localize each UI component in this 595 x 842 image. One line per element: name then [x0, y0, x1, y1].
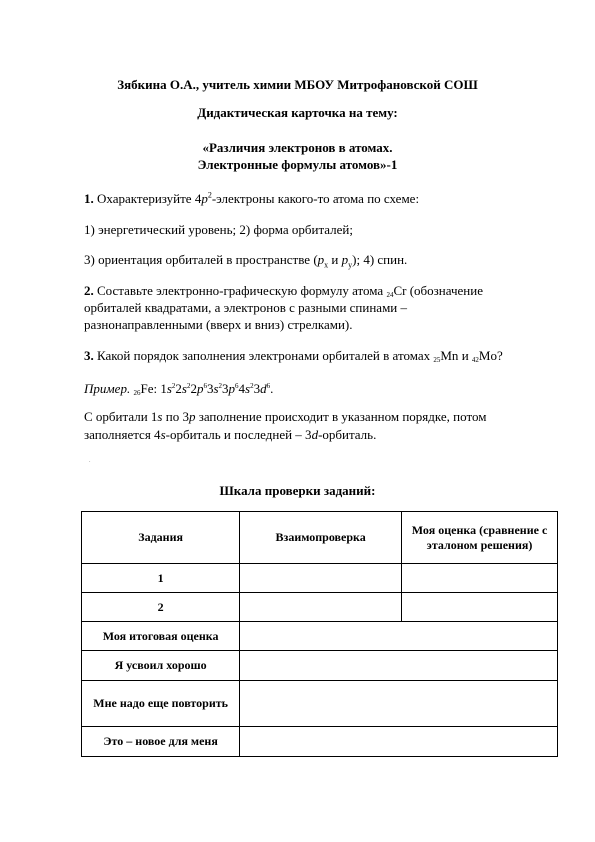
task-2-line-2-text: орбиталей квадратами, а электронов с разными спинами – — [84, 300, 408, 315]
py-letter: p — [341, 252, 349, 267]
formula-electrons: 2 — [171, 382, 176, 390]
author-text: Зябкина О.А., учитель химии МБОУ Митрофановской СОШ — [117, 77, 478, 92]
formula-subshell: p — [228, 381, 236, 396]
task-3 — [84, 347, 503, 369]
formula-electrons: 6 — [235, 382, 239, 390]
formula-electrons: 6 — [203, 382, 207, 390]
py-sub: y — [348, 260, 353, 270]
table-row — [82, 651, 558, 681]
formula-shell: 3 — [206, 381, 214, 396]
note-3d: d — [311, 427, 319, 442]
note-1-c: заполнение происходит в указанном порядке, потом — [195, 409, 487, 424]
formula-subshell: p — [196, 381, 204, 396]
formula-shell: 1 — [160, 381, 167, 396]
row-task-2: 2 — [82, 593, 240, 622]
row-task-1: 1 — [82, 564, 240, 593]
table-row — [82, 727, 558, 757]
formula-subshell: d — [260, 381, 267, 396]
table-row — [82, 681, 558, 727]
cell-learned-well[interactable] — [240, 651, 558, 681]
task-3-and: и — [458, 348, 472, 363]
task-3-text-a: Какой порядок заполнения электронами орбиталей в атомах — [93, 348, 434, 363]
table-row — [82, 622, 558, 651]
task-1-item-2-b: ); 4) спин. — [352, 252, 408, 267]
topic-title-line2 — [0, 156, 595, 173]
note-line-2 — [84, 426, 376, 443]
task-2-text-a: Составьте электронно-графическую формулу атома — [93, 283, 387, 298]
task-1 — [84, 190, 419, 207]
task-1-text-a: Охарактеризуйте 4 — [93, 191, 202, 206]
task-3-number: 3. — [84, 348, 94, 363]
example-line — [84, 378, 273, 402]
task-1-p: p — [201, 191, 208, 206]
mo-atomic-number: 42 — [471, 356, 479, 364]
formula-electrons: 6 — [266, 382, 271, 390]
task-1-sup: 2 — [207, 190, 212, 200]
subtitle-text: Дидактическая карточка на тему: — [197, 105, 398, 120]
mn-symbol: Mn — [440, 348, 459, 363]
row-need-repeat: Мне надо еще повторить — [82, 681, 240, 727]
formula-shell: 2 — [190, 381, 197, 396]
example-label: Пример. — [84, 381, 131, 396]
formula-subshell: s — [213, 381, 219, 396]
header-peer-review: Взаимопроверка — [240, 512, 402, 564]
formula-electrons: 2 — [218, 382, 223, 390]
formula-electrons: 2 — [250, 382, 254, 390]
note-4s: s — [160, 427, 166, 442]
cell-self-2[interactable] — [402, 593, 558, 622]
formula-shell: 4 — [238, 381, 246, 396]
scale-title-text: Шкала проверки заданий: — [219, 483, 376, 498]
cell-final-grade[interactable] — [240, 622, 558, 651]
formula-shell: 3 — [222, 381, 229, 396]
header-self-assessment: Моя оценка (сравнение с эталоном решения) — [402, 512, 558, 564]
formula-subshell: s — [166, 381, 172, 396]
cell-new-for-me[interactable] — [240, 727, 558, 757]
table-row — [82, 593, 558, 622]
note-3p: p — [188, 409, 196, 424]
formula-subshell: s — [181, 381, 187, 396]
cr-symbol: Cr — [393, 283, 407, 298]
note-1-b: по 3 — [162, 409, 189, 424]
cell-need-repeat[interactable] — [240, 681, 558, 727]
score-table — [81, 511, 558, 757]
fe-symbol: Fe: — [140, 381, 161, 396]
formula-subshell: s — [245, 381, 251, 396]
task-2-number: 2. — [84, 283, 94, 298]
table-header-row — [82, 512, 558, 564]
task-1-item-2 — [84, 251, 407, 268]
mo-symbol: Mo? — [478, 348, 503, 363]
card-subtitle — [0, 104, 595, 121]
cell-self-1[interactable] — [402, 564, 558, 593]
task-2-line-3-text: разнонаправленными (вверх и вниз) стрелками). — [84, 317, 353, 332]
task-1-item-1 — [84, 221, 353, 238]
topic-text-1: «Различия электронов в атомах. — [202, 140, 393, 155]
task-1-text-b: -электроны какого-то атома по схеме: — [211, 191, 420, 206]
row-final-grade: Моя итоговая оценка — [82, 622, 240, 651]
stray-dot-mark: . — [89, 458, 91, 464]
header-tasks: Задания — [82, 512, 240, 564]
task-2-line-3 — [84, 316, 353, 333]
author-line — [0, 76, 595, 93]
task-2-line-2 — [84, 299, 407, 316]
note-2-a: заполняется 4 — [84, 427, 161, 442]
note-2-b: -орбиталь и последней – 3 — [165, 427, 312, 442]
task-1-number: 1. — [84, 191, 94, 206]
task-1-item-1-text: 1) энергетический уровень; 2) форма орбиталей; — [84, 222, 354, 237]
example-end: . — [270, 381, 274, 396]
note-line-1 — [84, 408, 486, 425]
mn-atomic-number: 25 — [433, 356, 441, 364]
electron-formula — [160, 381, 270, 396]
table-row — [82, 564, 558, 593]
row-learned-well: Я усвоил хорошо — [82, 651, 240, 681]
cell-peer-1[interactable] — [240, 564, 402, 593]
row-new-for-me: Это – новое для меня — [82, 727, 240, 757]
formula-shell: 2 — [175, 381, 182, 396]
topic-title-line1 — [0, 139, 595, 156]
fe-atomic-number: 26 — [133, 389, 141, 397]
task-1-item-2-a: 3) ориентация орбиталей в пространстве ( — [84, 252, 318, 267]
scale-title — [0, 482, 595, 499]
px-py-and: и — [328, 252, 342, 267]
cell-peer-2[interactable] — [240, 593, 402, 622]
note-2-c: -орбиталь. — [318, 427, 377, 442]
px-sub: x — [324, 260, 329, 270]
task-2-text-b: (обозначение — [406, 283, 483, 298]
note-1-a: С орбитали 1 — [84, 409, 158, 424]
cr-atomic-number: 24 — [386, 291, 394, 299]
px-letter: p — [317, 252, 325, 267]
note-1s: s — [157, 409, 163, 424]
topic-text-2: Электронные формулы атомов»-1 — [197, 157, 398, 172]
formula-electrons: 2 — [186, 382, 191, 390]
formula-shell: 3 — [253, 381, 261, 396]
